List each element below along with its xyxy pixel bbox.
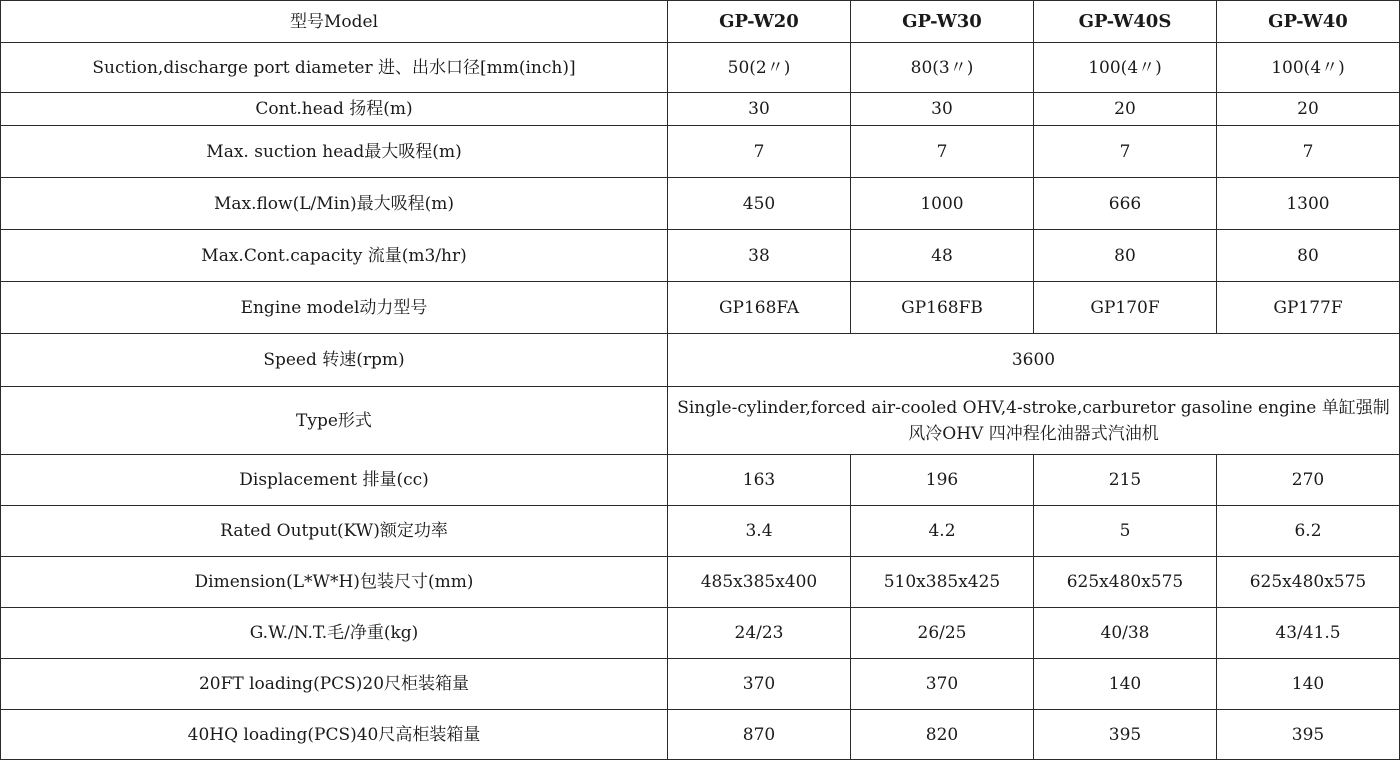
cell-value: 7 <box>668 126 851 178</box>
row-label: 20FT loading(PCS)20尺柜装箱量 <box>1 659 668 710</box>
cell-value: GP170F <box>1034 282 1217 334</box>
row-engine-model <box>1 282 1400 334</box>
cell-value: GP168FA <box>668 282 851 334</box>
cell-value: 100(4〃) <box>1217 43 1400 93</box>
row-label: Rated Output(KW)额定功率 <box>1 506 668 557</box>
cell-value: 370 <box>668 659 851 710</box>
cell-value: 510x385x425 <box>851 557 1034 608</box>
row-label: Max. suction head最大吸程(m) <box>1 126 668 178</box>
cell-value: 80 <box>1034 230 1217 282</box>
row-label: 40HQ loading(PCS)40尺高柜装箱量 <box>1 710 668 760</box>
row-label: Displacement 排量(cc) <box>1 455 668 506</box>
cell-value: 5 <box>1034 506 1217 557</box>
cell-value: 140 <box>1034 659 1217 710</box>
cell-value: 215 <box>1034 455 1217 506</box>
cell-value: 1300 <box>1217 178 1400 230</box>
cell-value: 30 <box>851 93 1034 126</box>
cell-value: 40/38 <box>1034 608 1217 659</box>
row-cont-head <box>1 93 1400 126</box>
row-label: Max.flow(L/Min)最大吸程(m) <box>1 178 668 230</box>
cell-value: 163 <box>668 455 851 506</box>
row-max-suction-head <box>1 126 1400 178</box>
row-port-diameter <box>1 43 1400 93</box>
cell-value: 43/41.5 <box>1217 608 1400 659</box>
cell-value: 666 <box>1034 178 1217 230</box>
cell-value: 26/25 <box>851 608 1034 659</box>
cell-value: 395 <box>1034 710 1217 760</box>
cell-value-merged: 3600 <box>668 334 1400 387</box>
model-label-cell: 型号Model <box>1 1 668 43</box>
cell-value: 20 <box>1217 93 1400 126</box>
cell-value: 450 <box>668 178 851 230</box>
row-displacement <box>1 455 1400 506</box>
cell-value: 20 <box>1034 93 1217 126</box>
cell-value: 24/23 <box>668 608 851 659</box>
cell-value: GP168FB <box>851 282 1034 334</box>
row-label: Cont.head 扬程(m) <box>1 93 668 126</box>
cell-value: 6.2 <box>1217 506 1400 557</box>
cell-value: 80(3〃) <box>851 43 1034 93</box>
row-label: Max.Cont.capacity 流量(m3/hr) <box>1 230 668 282</box>
cell-value: 625x480x575 <box>1034 557 1217 608</box>
cell-value: 395 <box>1217 710 1400 760</box>
model-gp-w20: GP-W20 <box>668 1 851 43</box>
row-label: G.W./N.T.毛/净重(kg) <box>1 608 668 659</box>
cell-value: 30 <box>668 93 851 126</box>
model-gp-w40: GP-W40 <box>1217 1 1400 43</box>
cell-value-merged: Single-cylinder,forced air-cooled OHV,4-stroke,carburetor gasoline engine 单缸强制风冷OHV 四冲程化油器式汽油机 <box>668 387 1400 455</box>
cell-value: 3.4 <box>668 506 851 557</box>
model-gp-w40s: GP-W40S <box>1034 1 1217 43</box>
cell-value: 625x480x575 <box>1217 557 1400 608</box>
row-dimension <box>1 557 1400 608</box>
cell-value: 80 <box>1217 230 1400 282</box>
row-label: Dimension(L*W*H)包装尺寸(mm) <box>1 557 668 608</box>
row-max-cont-capacity <box>1 230 1400 282</box>
cell-value: 7 <box>851 126 1034 178</box>
cell-value: 820 <box>851 710 1034 760</box>
cell-value: 50(2〃) <box>668 43 851 93</box>
row-rated-output <box>1 506 1400 557</box>
cell-value: 4.2 <box>851 506 1034 557</box>
row-label: Engine model动力型号 <box>1 282 668 334</box>
cell-value: 370 <box>851 659 1034 710</box>
row-type <box>1 387 1400 455</box>
cell-value: 140 <box>1217 659 1400 710</box>
row-max-flow <box>1 178 1400 230</box>
cell-value: 7 <box>1034 126 1217 178</box>
model-gp-w30: GP-W30 <box>851 1 1034 43</box>
cell-value: 870 <box>668 710 851 760</box>
cell-value: 7 <box>1217 126 1400 178</box>
cell-value: 270 <box>1217 455 1400 506</box>
cell-value: 485x385x400 <box>668 557 851 608</box>
row-speed <box>1 334 1400 387</box>
header-row <box>1 1 1400 43</box>
cell-value: 1000 <box>851 178 1034 230</box>
cell-value: 38 <box>668 230 851 282</box>
row-weight <box>1 608 1400 659</box>
cell-value: 48 <box>851 230 1034 282</box>
cell-value: 196 <box>851 455 1034 506</box>
cell-value: 100(4〃) <box>1034 43 1217 93</box>
cell-value: GP177F <box>1217 282 1400 334</box>
row-label: Speed 转速(rpm) <box>1 334 668 387</box>
row-label: Suction,discharge port diameter 进、出水口径[mm(inch)] <box>1 43 668 93</box>
row-label: Type形式 <box>1 387 668 455</box>
row-20ft-loading <box>1 659 1400 710</box>
row-40hq-loading <box>1 710 1400 760</box>
